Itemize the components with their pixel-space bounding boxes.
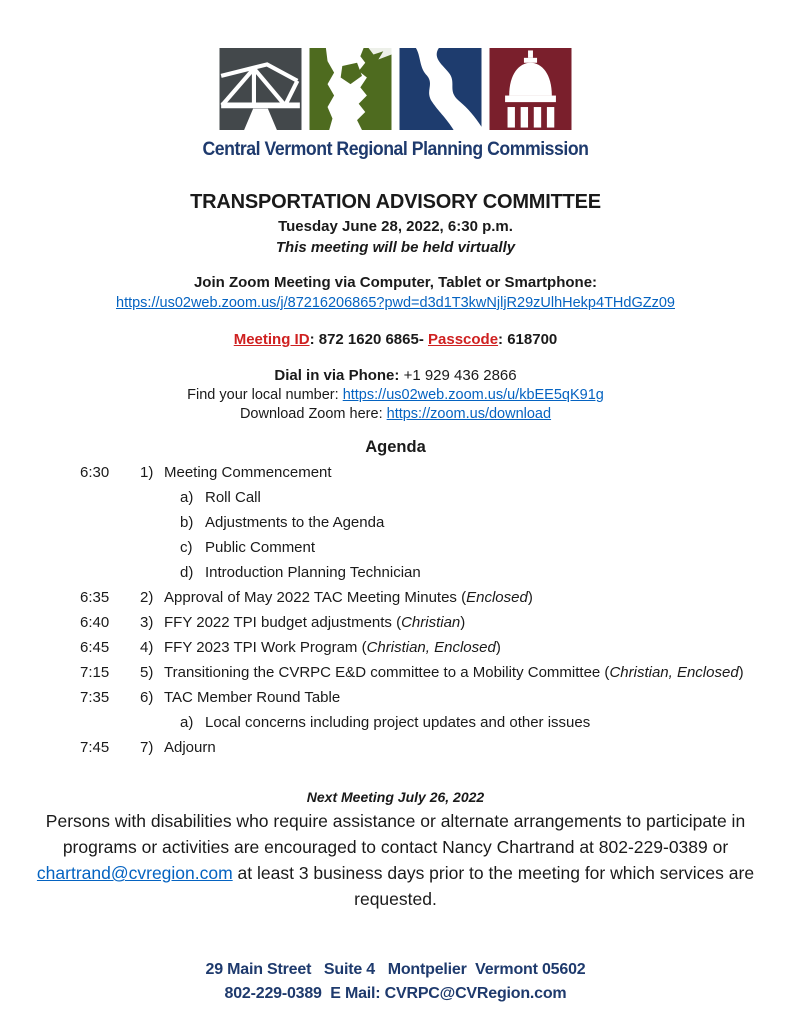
bridge-icon <box>218 48 303 130</box>
document-footer <box>0 958 791 1006</box>
chartrand-email-link[interactable]: chartrand@cvregion.com <box>36 863 233 883</box>
agenda-list <box>0 460 791 760</box>
agenda-subitem-1c <box>80 535 791 560</box>
capitol-dome-icon <box>488 48 573 130</box>
agenda-subitem-1d <box>80 560 791 585</box>
agenda-sub-text: Roll Call <box>205 489 261 506</box>
agenda-text: FFY 2022 TPI budget adjustments (Christian) <box>164 614 466 631</box>
agenda-item-3 <box>80 610 791 635</box>
join-zoom-heading: Join Zoom Meeting via Computer, Tablet or Smartphone: <box>193 274 598 291</box>
agenda-text: TAC Member Round Table <box>164 689 341 706</box>
virtual-note: This meeting will be held virtually <box>275 239 516 256</box>
footer-contact: 802-229-0389 E Mail: CVRPC@CVRegion.com <box>224 985 567 1002</box>
passcode-value: : 618700 <box>498 331 558 348</box>
join-url-line <box>0 295 791 311</box>
agenda-item-7 <box>80 735 791 760</box>
agenda-sub-text: Adjustments to the Agenda <box>205 514 385 531</box>
download-zoom-link[interactable]: https://zoom.us/download <box>386 406 552 422</box>
agenda-item-4 <box>80 635 791 660</box>
agenda-time: 7:35 <box>80 689 110 706</box>
dial-in-number: +1 929 436 2866 <box>399 367 517 384</box>
agenda-number: 3) <box>140 614 154 631</box>
agenda-sub-text: Introduction Planning Technician <box>205 564 421 581</box>
agenda-item-5 <box>80 660 791 685</box>
agenda-subitem-1a <box>80 485 791 510</box>
agenda-heading: Agenda <box>365 438 426 456</box>
accessibility-notice <box>26 808 766 912</box>
commission-name: Central Vermont Regional Planning Commission <box>202 139 589 160</box>
agenda-sub-letter: a) <box>180 489 194 506</box>
local-number-label: Find your local number: <box>187 387 343 403</box>
winding-road-icon <box>398 48 483 130</box>
dial-in-label: Dial in via Phone: <box>274 367 400 384</box>
agenda-number: 2) <box>140 589 154 606</box>
agenda-item-6 <box>80 685 791 710</box>
meeting-datetime: Tuesday June 28, 2022, 6:30 p.m. <box>278 218 513 235</box>
agenda-text: FFY 2023 TPI Work Program (Christian, Enclosed) <box>164 639 501 656</box>
vermont-state-icon <box>308 48 393 130</box>
agenda-text: Adjourn <box>164 739 216 756</box>
agenda-time: 7:15 <box>80 664 110 681</box>
next-meeting-note: Next Meeting July 26, 2022 <box>306 789 485 805</box>
agenda-sub-text: Public Comment <box>205 539 316 556</box>
download-zoom-line <box>0 406 791 422</box>
agenda-number: 5) <box>140 664 154 681</box>
zoom-meeting-link[interactable]: https://us02web.zoom.us/j/87216206865?pwd=d3d1T3kwNjljR29zUlhHekp4THdGZz09 <box>116 295 675 311</box>
passcode-label: Passcode <box>428 331 499 348</box>
meeting-id-value: : 872 1620 6865- <box>309 331 428 348</box>
agenda-sub-letter: d) <box>180 564 194 581</box>
agenda-time: 6:45 <box>80 639 110 656</box>
cvrpc-logo <box>0 0 791 130</box>
agenda-subitem-1b <box>80 510 791 535</box>
agenda-sub-letter: a) <box>180 714 194 731</box>
agenda-text: Meeting Commencement <box>164 464 332 481</box>
agenda-sub-text: Local concerns including project updates and other issues <box>205 714 591 731</box>
accessibility-text: at least 3 business days prior to the meeting for which services are requested. <box>232 863 755 909</box>
agenda-time: 7:45 <box>80 739 110 756</box>
agenda-time: 6:35 <box>80 589 110 606</box>
meeting-id-label: Meeting ID <box>233 331 310 348</box>
download-zoom-label: Download Zoom here: <box>239 406 387 422</box>
agenda-sub-letter: b) <box>180 514 194 531</box>
agenda-sub-letter: c) <box>180 539 193 556</box>
agenda-number: 7) <box>140 739 154 756</box>
agenda-number: 4) <box>140 639 154 656</box>
agenda-number: 1) <box>140 464 154 481</box>
dial-in-line <box>0 367 791 384</box>
agenda-item-1 <box>80 460 791 485</box>
local-number-link[interactable]: https://us02web.zoom.us/u/kbEE5qK91g <box>342 387 604 403</box>
footer-address: 29 Main Street Suite 4 Montpelier Vermont 05602 <box>205 961 586 978</box>
agenda-text: Transitioning the CVRPC E&D committee to a Mobility Committee (Christian, Enclosed) <box>164 664 744 681</box>
agenda-item-2 <box>80 585 791 610</box>
agenda-time: 6:30 <box>80 464 110 481</box>
agenda-time: 6:40 <box>80 614 110 631</box>
meeting-id-line <box>0 331 791 348</box>
page-title: TRANSPORTATION ADVISORY COMMITTEE <box>190 191 601 213</box>
agenda-subitem-6a <box>80 710 791 735</box>
local-number-line <box>0 387 791 403</box>
agenda-number: 6) <box>140 689 154 706</box>
accessibility-text: Persons with disabilities who require assistance or alternate arrangements to participate in programs or activities are encouraged to contact Nancy Chartrand at 802-229-0389 or <box>45 811 746 857</box>
agenda-text: Approval of May 2022 TAC Meeting Minutes (Enclosed) <box>164 589 533 606</box>
